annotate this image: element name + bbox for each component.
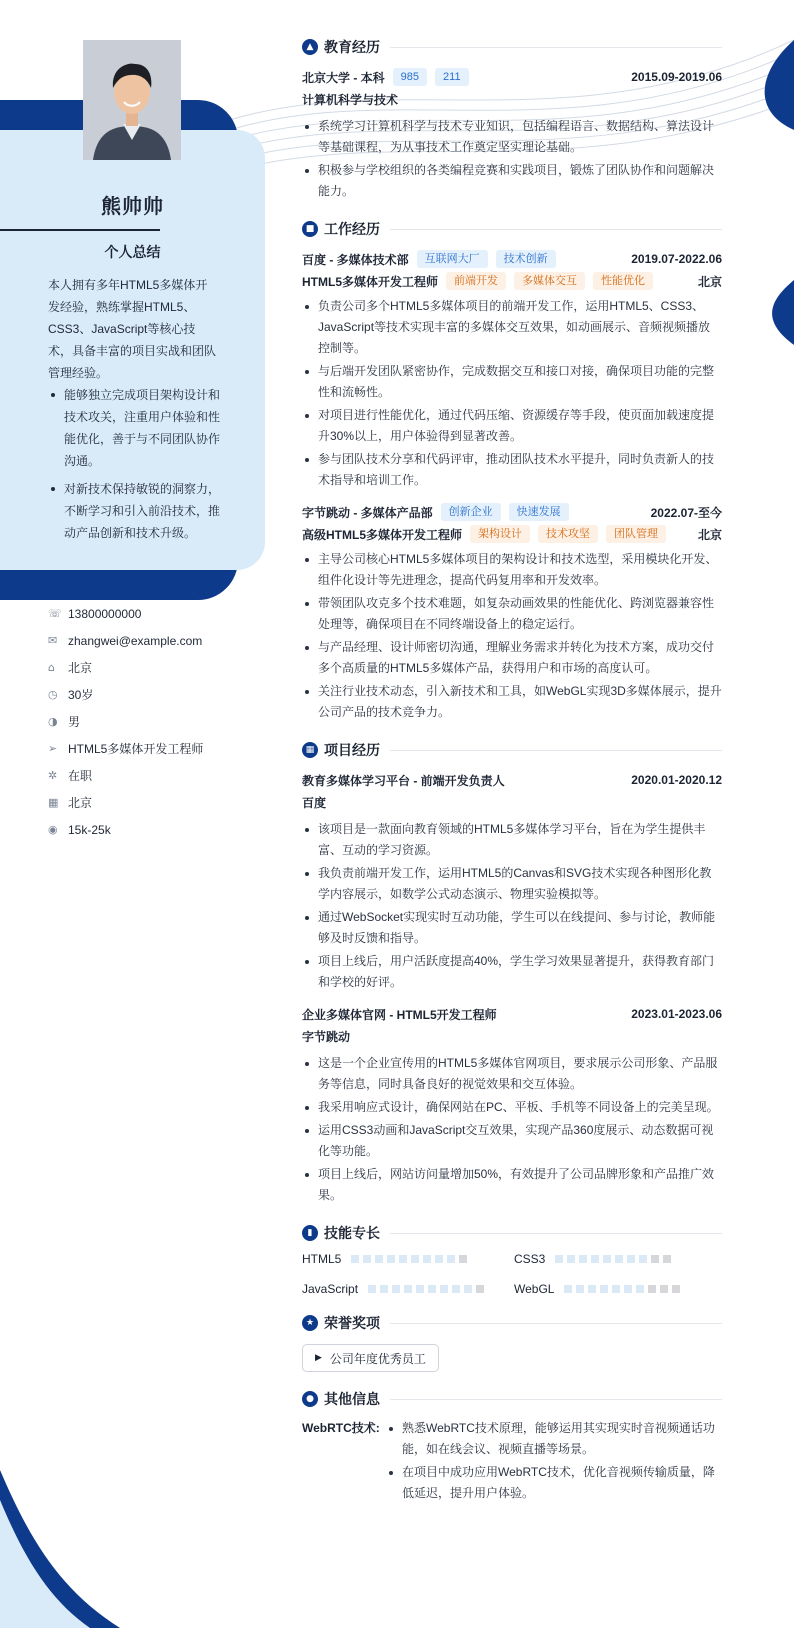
contact-list xyxy=(48,600,248,843)
skill-dot xyxy=(579,1255,587,1263)
list-item: 项目上线后，网站访问量增加50%，有效提升了公司品牌形象和产品推广效果。 xyxy=(302,1164,722,1206)
list-item: 通过WebSocket实现实时互动功能，学生可以在线提问、参与讨论，教师能够及时反馈和指导。 xyxy=(302,907,722,949)
contact-city xyxy=(48,789,248,816)
contact-text: HTML5多媒体开发工程师 xyxy=(68,742,204,756)
skill-level xyxy=(564,1285,684,1293)
bar-chart-icon: ▮ xyxy=(302,1225,318,1241)
education-date: 2015.09-2019.06 xyxy=(631,70,722,84)
skill-item xyxy=(302,1252,514,1266)
list-item: 参与团队技术分享和代码评审，推动团队技术水平提升，同时负责新人的技术指导和培训工作。 xyxy=(302,449,722,491)
company-tag: 创新企业 xyxy=(441,503,501,521)
project-title: 企业多媒体官网 - HTML5开发工程师 xyxy=(302,1007,497,1022)
avatar xyxy=(83,40,181,160)
other-label: WebRTC技术: xyxy=(302,1421,380,1435)
school-tag: 985 xyxy=(393,68,427,86)
skill-grid xyxy=(302,1252,722,1296)
project-date: 2023.01-2023.06 xyxy=(631,1007,722,1021)
skill-dot xyxy=(624,1285,632,1293)
section-header xyxy=(302,1312,722,1334)
send-icon: ➢ xyxy=(48,742,58,755)
section-title: 其他信息 xyxy=(324,1391,380,1407)
skill-dot xyxy=(576,1285,584,1293)
list-item: 带领团队攻克多个技术难题，如复杂动画效果的性能优化、跨浏览器兼容性处理等，确保项目在不同终端设备上的稳定运行。 xyxy=(302,593,722,635)
salary-icon: ◉ xyxy=(48,823,58,836)
skill-level xyxy=(368,1285,488,1293)
company-name: 百度 - 多媒体技术部 xyxy=(302,252,409,267)
skill-dot xyxy=(404,1285,412,1293)
graduation-cap-icon: ▲ xyxy=(302,39,318,55)
skill-dot xyxy=(452,1285,460,1293)
other-info xyxy=(302,1418,722,1506)
skill-dot xyxy=(672,1285,680,1293)
skill-dot xyxy=(612,1285,620,1293)
skills-section xyxy=(302,1222,722,1296)
skill-level xyxy=(555,1255,675,1263)
section-header xyxy=(302,1388,722,1410)
skill-dot xyxy=(459,1255,467,1263)
company-name: 字节跳动 - 多媒体产品部 xyxy=(302,505,433,520)
play-icon: ▶ xyxy=(315,1353,322,1363)
list-item: 关注行业技术动态，引入新技术和工具，如WebGL实现3D多媒体展示，提升公司产品的技术竞争力。 xyxy=(302,681,722,723)
contact-salary xyxy=(48,816,248,843)
projects-section xyxy=(302,739,722,1206)
status-icon: ✲ xyxy=(48,769,58,782)
school-tag: 211 xyxy=(435,68,469,86)
skill-item xyxy=(302,1282,514,1296)
section-title: 工作经历 xyxy=(324,221,380,237)
list-item: 与后端开发团队紧密协作，完成数据交互和接口对接，确保项目功能的完整性和流畅性。 xyxy=(302,361,722,403)
skill-dot xyxy=(416,1285,424,1293)
skill-dot xyxy=(476,1285,484,1293)
skill-dot xyxy=(588,1285,596,1293)
role-tag: 多媒体交互 xyxy=(514,272,585,290)
contact-text: 13800000000 xyxy=(68,606,142,621)
skill-dot xyxy=(428,1285,436,1293)
list-item: 主导公司核心HTML5多媒体项目的架构设计和技术选型，采用模块化开发、组件化设计等先进理念，提高代码复用率和开发效率。 xyxy=(302,549,722,591)
skill-name: WebGL xyxy=(514,1282,555,1296)
skill-name: JavaScript xyxy=(302,1282,359,1296)
company-tag: 快速发展 xyxy=(509,503,569,521)
skill-dot xyxy=(380,1285,388,1293)
skill-dot xyxy=(392,1285,400,1293)
name-divider xyxy=(0,229,160,231)
project-points xyxy=(302,819,722,993)
contact-email xyxy=(48,627,248,654)
skill-dot xyxy=(591,1255,599,1263)
section-title: 技能专长 xyxy=(324,1225,380,1241)
medal-icon: ★ xyxy=(302,1315,318,1331)
skill-dot xyxy=(411,1255,419,1263)
skill-dot xyxy=(399,1255,407,1263)
summary-title: 个人总结 xyxy=(104,244,161,260)
work-role-row xyxy=(302,523,722,545)
section-divider xyxy=(390,229,722,230)
contact-text: 15k-25k xyxy=(68,822,111,837)
list-item: 项目上线后，用户活跃度提高40%，学生学习效果显著提升，获得教育部门和学校的好评。 xyxy=(302,951,722,993)
role-title: 高级HTML5多媒体开发工程师 xyxy=(302,527,462,542)
sidebar xyxy=(0,0,268,1628)
contact-text: 北京 xyxy=(68,796,93,810)
list-item: 对项目进行性能优化，通过代码压缩、资源缓存等手段，使页面加载速度提升30%以上，用户体验得到显著改善。 xyxy=(302,405,722,447)
skill-dot xyxy=(375,1255,383,1263)
skill-dot xyxy=(435,1255,443,1263)
project-title-row xyxy=(302,1003,722,1025)
section-title: 项目经历 xyxy=(324,742,380,758)
skill-dot xyxy=(387,1255,395,1263)
gender-icon: ◑ xyxy=(48,715,58,728)
skill-dot xyxy=(660,1285,668,1293)
summary-points xyxy=(48,384,220,550)
project-org: 百度 xyxy=(302,796,327,810)
work-role-row xyxy=(302,270,722,292)
awards-section xyxy=(302,1312,722,1372)
section-header xyxy=(302,1222,722,1244)
contact-text: 北京 xyxy=(68,661,93,675)
list-item: 在项目中成功应用WebRTC技术，优化音视频传输质量，降低延迟，提升用户体验。 xyxy=(386,1462,722,1504)
section-divider xyxy=(390,1399,722,1400)
project-points xyxy=(302,1053,722,1206)
work-entry xyxy=(302,501,722,723)
work-points xyxy=(302,296,722,491)
role-title: HTML5多媒体开发工程师 xyxy=(302,274,438,289)
skill-dot xyxy=(368,1285,376,1293)
list-item: 熟悉WebRTC技术原理，能够运用其实现实时音视频通话功能，如在线会议、视频直播等场景。 xyxy=(386,1418,722,1460)
skill-dot xyxy=(663,1255,671,1263)
role-tag: 架构设计 xyxy=(470,525,530,543)
work-entry xyxy=(302,248,722,491)
other-points xyxy=(386,1418,722,1506)
summary-text: 本人拥有多年HTML5多媒体开发经验，熟练掌握HTML5、CSS3、JavaScript等核心技术，具备丰富的项目实战和团队管理经验。 xyxy=(48,278,217,380)
contact-age xyxy=(48,681,248,708)
skill-dot xyxy=(564,1285,572,1293)
project-date: 2020.01-2020.12 xyxy=(631,773,722,787)
skill-dot xyxy=(627,1255,635,1263)
award-item[interactable] xyxy=(302,1344,439,1372)
major: 计算机科学与技术 xyxy=(302,93,399,107)
skill-dot xyxy=(651,1255,659,1263)
age-icon: ◷ xyxy=(48,688,58,701)
skill-name: CSS3 xyxy=(514,1252,546,1266)
skill-dot xyxy=(648,1285,656,1293)
summary-point: 对新技术保持敏锐的洞察力，不断学习和引入前沿技术，推动产品创新和技术升级。 xyxy=(48,478,220,544)
building-icon: ▦ xyxy=(48,796,59,809)
contact-position xyxy=(48,735,248,762)
list-item: 与产品经理、设计师密切沟通，理解业务需求并转化为技术方案，成功交付多个高质量的HTML5多媒体产品，获得用户和市场的高度认可。 xyxy=(302,637,722,679)
skill-dot xyxy=(603,1255,611,1263)
section-divider xyxy=(390,47,722,48)
contact-text: 在职 xyxy=(68,769,93,783)
skill-dot xyxy=(555,1255,563,1263)
skill-dot xyxy=(423,1255,431,1263)
skill-dot xyxy=(464,1285,472,1293)
project-entry xyxy=(302,1003,722,1206)
skill-dot xyxy=(447,1255,455,1263)
skill-dot xyxy=(363,1255,371,1263)
list-item: 运用CSS3动画和JavaScript交互效果，实现产品360度展示、动态数据可视化等功能。 xyxy=(302,1120,722,1162)
list-item: 积极参与学校组织的各类编程竞赛和实践项目，锻炼了团队协作和问题解决能力。 xyxy=(302,160,722,202)
section-divider xyxy=(390,1233,722,1234)
work-section xyxy=(302,218,722,723)
contact-text: 30岁 xyxy=(68,688,94,702)
section-title: 荣誉奖项 xyxy=(324,1315,380,1331)
skill-dot xyxy=(600,1285,608,1293)
section-header xyxy=(302,739,722,761)
work-date: 2022.07-至今 xyxy=(650,505,722,520)
summary-point: 能够独立完成项目架构设计和技术攻关，注重用户体验和性能优化，善于与不同团队协作沟通。 xyxy=(48,384,220,472)
section-header xyxy=(302,218,722,240)
company-tag: 互联网大厂 xyxy=(417,250,488,268)
work-company-row xyxy=(302,501,722,523)
project-org: 字节跳动 xyxy=(302,1030,351,1044)
phone-icon: ☏ xyxy=(48,607,62,620)
list-item: 该项目是一款面向教育领域的HTML5多媒体学习平台，旨在为学生提供丰富、互动的学习资源。 xyxy=(302,819,722,861)
skill-dot xyxy=(636,1285,644,1293)
skill-dot xyxy=(639,1255,647,1263)
skill-item xyxy=(514,1252,722,1266)
project-title-row xyxy=(302,769,722,791)
list-item: 负责公司多个HTML5多媒体项目的前端开发工作，运用HTML5、CSS3、JavaScript等技术实现丰富的多媒体交互效果，如动画展示、音频视频播放控制等。 xyxy=(302,296,722,359)
work-points xyxy=(302,549,722,723)
skill-name: HTML5 xyxy=(302,1252,342,1266)
role-tag: 性能优化 xyxy=(593,272,653,290)
skill-dot xyxy=(615,1255,623,1263)
skill-dot xyxy=(440,1285,448,1293)
contact-home xyxy=(48,654,248,681)
person-icon: ● xyxy=(302,1391,318,1407)
section-divider xyxy=(390,1323,722,1324)
school-name: 北京大学 - 本科 xyxy=(302,70,385,85)
home-icon: ⌂ xyxy=(48,661,55,674)
skill-level xyxy=(351,1255,471,1263)
list-item: 我负责前端开发工作，运用HTML5的Canvas和SVG技术实现各种图形化教学内容展示，如数学公式动态演示、物理实验模拟等。 xyxy=(302,863,722,905)
work-company-row xyxy=(302,248,722,270)
contact-text: 男 xyxy=(68,715,81,729)
list-item: 这是一个企业宣传用的HTML5多媒体官网项目，要求展示公司形象、产品服务等信息，同时具备良好的视觉效果和交互体验。 xyxy=(302,1053,722,1095)
mail-icon: ✉ xyxy=(48,634,58,647)
role-tag: 团队管理 xyxy=(606,525,666,543)
section-title: 教育经历 xyxy=(324,39,380,55)
company-tag: 技术创新 xyxy=(496,250,556,268)
contact-text: zhangwei@example.com xyxy=(68,633,203,648)
other-section xyxy=(302,1388,722,1506)
education-points xyxy=(302,116,722,202)
grid-icon: ▦ xyxy=(302,742,318,758)
section-header xyxy=(302,36,722,58)
education-section xyxy=(302,36,722,202)
section-divider xyxy=(390,750,722,751)
project-title: 教育多媒体学习平台 - 前端开发负责人 xyxy=(302,773,505,788)
role-tag: 技术攻坚 xyxy=(538,525,598,543)
role-tag: 前端开发 xyxy=(446,272,506,290)
work-date: 2019.07-2022.06 xyxy=(631,252,722,266)
skill-item xyxy=(514,1282,722,1296)
list-item: 我采用响应式设计，确保网站在PC、平板、手机等不同设备上的完美呈现。 xyxy=(302,1097,722,1118)
education-row xyxy=(302,66,722,88)
main-content xyxy=(302,36,722,1522)
contact-status xyxy=(48,762,248,789)
skill-dot xyxy=(567,1255,575,1263)
work-city: 北京 xyxy=(697,527,722,542)
skill-dot xyxy=(351,1255,359,1263)
list-item: 系统学习计算机科学与技术专业知识，包括编程语言、数据结构、算法设计等基础课程，为从事技术工作奠定坚实理论基础。 xyxy=(302,116,722,158)
contact-gender xyxy=(48,708,248,735)
award-label: 公司年度优秀员工 xyxy=(329,1351,426,1366)
person-name: 熊帅帅 xyxy=(101,196,164,218)
work-city: 北京 xyxy=(697,274,722,289)
contact-phone xyxy=(48,600,248,627)
briefcase-icon: ■ xyxy=(302,221,318,237)
project-entry xyxy=(302,769,722,993)
